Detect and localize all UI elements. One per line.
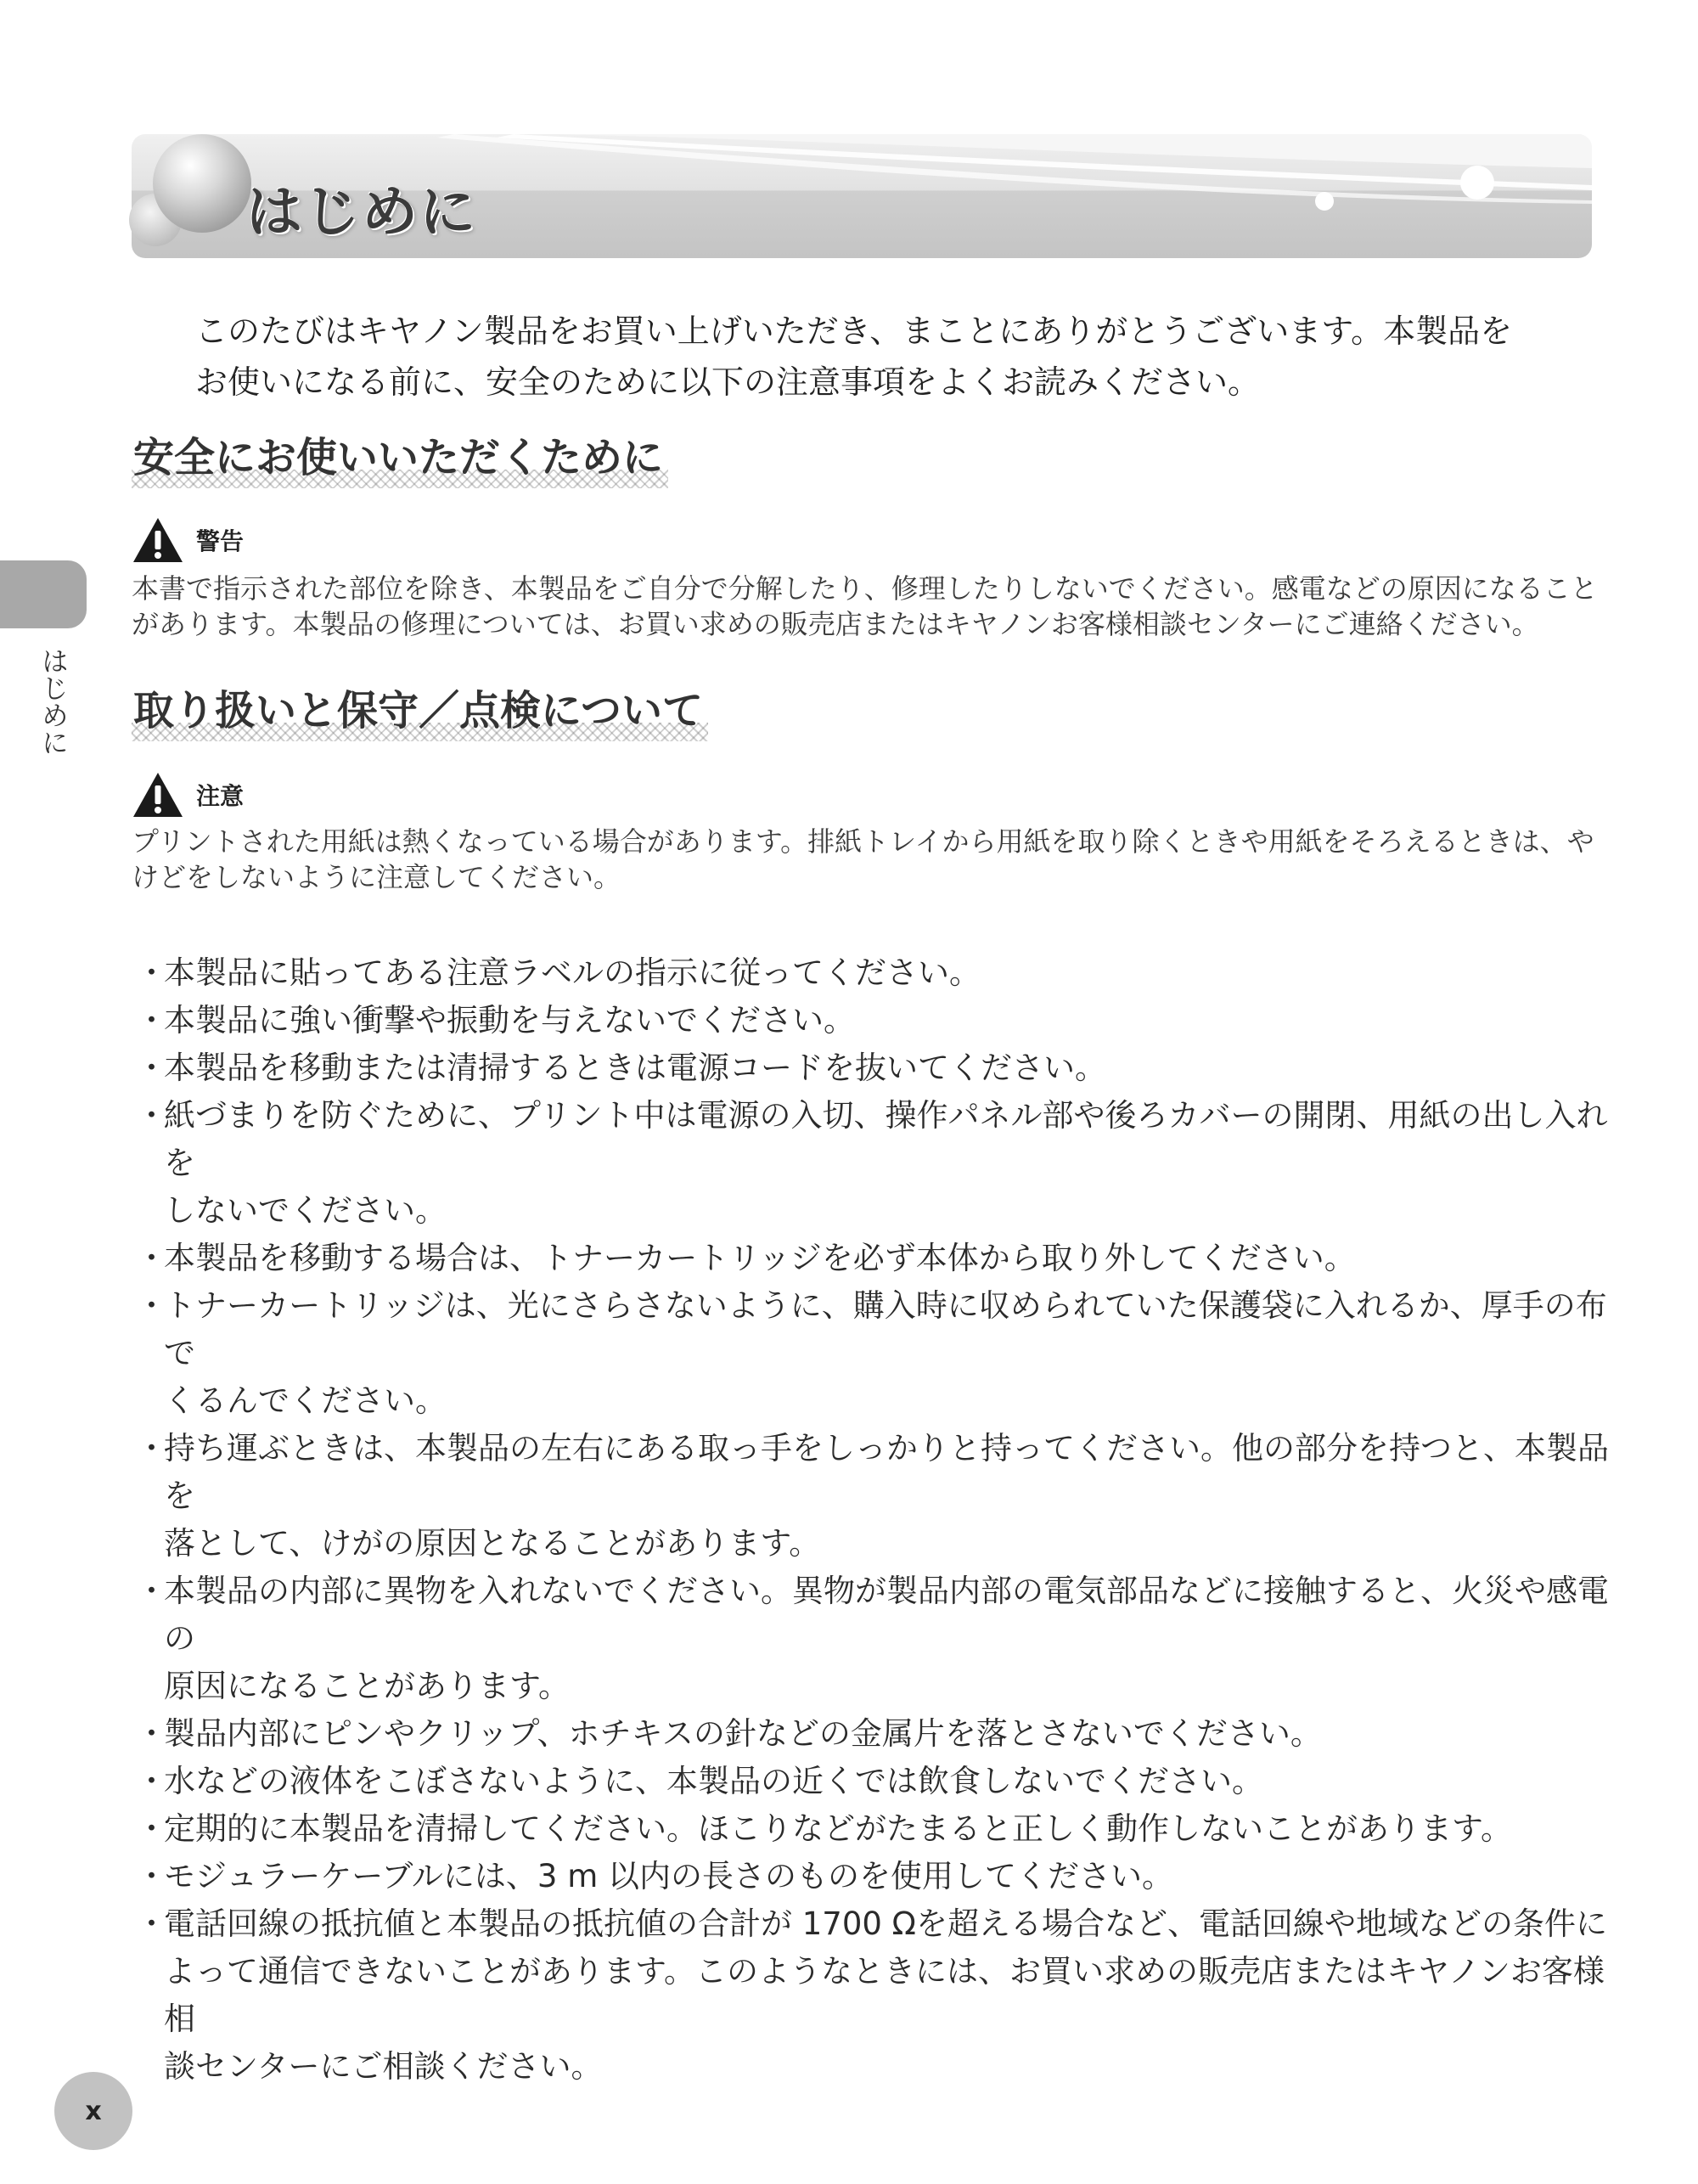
caution-text-line: けどをしないように注意してください。 bbox=[132, 861, 621, 893]
bullet-mark: ・ bbox=[136, 1097, 167, 1134]
list-item-line: 本製品に貼ってある注意ラベルの指示に従ってください。 bbox=[164, 954, 981, 991]
list-item-line: トナーカートリッジは、光にさらさないように、購入時に収められていた保護袋に入れるか、厚手の布で bbox=[164, 1287, 1607, 1371]
list-item bbox=[136, 1710, 1613, 1758]
bullet-mark: ・ bbox=[136, 1430, 167, 1466]
section-heading-handling: 取り扱いと保守／点検について bbox=[132, 678, 708, 741]
bullet-mark: ・ bbox=[136, 1715, 167, 1752]
warning-label-text: 警告 bbox=[196, 527, 245, 555]
precautions-list bbox=[136, 949, 1613, 2091]
list-item bbox=[136, 1092, 1613, 1235]
list-item-line: 本製品を移動する場合は、トナーカートリッジを必ず本体から取り外してください。 bbox=[164, 1240, 1356, 1276]
warning-label bbox=[132, 516, 244, 564]
bullet-mark: ・ bbox=[136, 1050, 167, 1086]
side-tab-label: はじめに bbox=[37, 647, 70, 756]
list-item-line: モジュラーケーブルには、3 m 以内の長さのものを使用してください。 bbox=[164, 1858, 1174, 1894]
list-item-line: 電話回線の抵抗値と本製品の抵抗値の合計が 1700 Ωを超える場合など、電話回線や地域などの条件に bbox=[164, 1905, 1607, 1942]
side-tab bbox=[0, 560, 87, 628]
bullet-mark: ・ bbox=[136, 1573, 167, 1609]
intro-line: このたびはキヤノン製品をお買い上げいただき、まことにありがとうございます。本製品を bbox=[195, 312, 1513, 350]
bullet-mark: ・ bbox=[136, 1287, 167, 1324]
list-item-line: 紙づまりを防ぐために、プリント中は電源の入切、操作パネル部や後ろカバーの開閉、用紙の出し入れを bbox=[164, 1097, 1608, 1181]
list-item bbox=[136, 1758, 1613, 1805]
caution-label bbox=[132, 771, 244, 819]
list-item bbox=[136, 949, 1613, 997]
list-item-line: 本製品を移動または清掃するときは電源コードを抜いてください。 bbox=[164, 1050, 1106, 1086]
list-item-line: 水などの液体をこぼさないように、本製品の近くでは飲食しないでください。 bbox=[164, 1763, 1263, 1799]
list-item bbox=[136, 1235, 1613, 1282]
caution-text bbox=[132, 824, 1600, 895]
intro-paragraph bbox=[195, 306, 1554, 408]
list-item-line: 落として、けがの原因となることがあります。 bbox=[164, 1525, 821, 1562]
list-item-line: よって通信できないことがあります。このようなときには、お買い求めの販売店またはキヤノンお客様相 bbox=[164, 1953, 1605, 2037]
list-item bbox=[136, 1044, 1613, 1092]
caution-triangle-icon bbox=[132, 771, 184, 819]
list-item-line: 持ち運ぶときは、本製品の左右にある取っ手をしっかりと持ってください。他の部分を持つと、本製品を bbox=[164, 1430, 1609, 1514]
list-item bbox=[136, 1568, 1613, 1710]
bullet-mark: ・ bbox=[136, 1002, 167, 1039]
page-number: x bbox=[54, 2072, 132, 2150]
list-item bbox=[136, 997, 1613, 1044]
list-item-line: 本製品に強い衝撃や振動を与えないでください。 bbox=[164, 1002, 855, 1039]
warning-text bbox=[132, 571, 1600, 642]
bullet-mark: ・ bbox=[136, 1763, 167, 1799]
bullet-mark: ・ bbox=[136, 1240, 167, 1276]
banner-sphere-large-graphic bbox=[153, 134, 251, 233]
intro-line: お使いになる前に、安全のために以下の注意事項をよくお読みください。 bbox=[195, 363, 1261, 401]
list-item-line: くるんでください。 bbox=[164, 1382, 447, 1419]
caution-text-line: プリントされた用紙は熱くなっている場合があります。排紙トレイから用紙を取り除くときや用紙をそろえるときは、や bbox=[132, 825, 1594, 858]
list-item bbox=[136, 1853, 1613, 1900]
warning-triangle-icon bbox=[132, 516, 184, 564]
page-title: はじめに bbox=[246, 179, 477, 245]
list-item bbox=[136, 1805, 1613, 1853]
list-item bbox=[136, 1900, 1613, 2091]
list-item-line: 本製品の内部に異物を入れないでください。異物が製品内部の電気部品などに接触すると、火災や感電の bbox=[164, 1573, 1609, 1657]
warning-text-line: があります。本製品の修理については、お買い求めの販売店またはキヤノンお客様相談センターにご連絡ください。 bbox=[132, 608, 1539, 640]
section-heading-safety: 安全にお使いいただくために bbox=[132, 425, 668, 488]
bullet-mark: ・ bbox=[136, 954, 167, 991]
bullet-mark: ・ bbox=[136, 1858, 167, 1894]
list-item bbox=[136, 1425, 1613, 1568]
list-item-line: 定期的に本製品を清掃してください。ほこりなどがたまると正しく動作しないことがあります。 bbox=[164, 1810, 1513, 1847]
bullet-mark: ・ bbox=[136, 1905, 167, 1942]
list-item-line: しないでください。 bbox=[164, 1192, 447, 1229]
list-item-line: 原因になることがあります。 bbox=[164, 1668, 571, 1704]
list-item-line: 談センターにご相談ください。 bbox=[164, 2048, 603, 2085]
list-item bbox=[136, 1282, 1613, 1425]
bullet-mark: ・ bbox=[136, 1810, 167, 1847]
warning-text-line: 本書で指示された部位を除き、本製品をご自分で分解したり、修理したりしないでください。感電などの原因になること bbox=[132, 572, 1598, 605]
caution-label-text: 注意 bbox=[196, 782, 245, 810]
list-item-line: 製品内部にピンやクリップ、ホチキスの針などの金属片を落とさないでください。 bbox=[164, 1715, 1322, 1752]
